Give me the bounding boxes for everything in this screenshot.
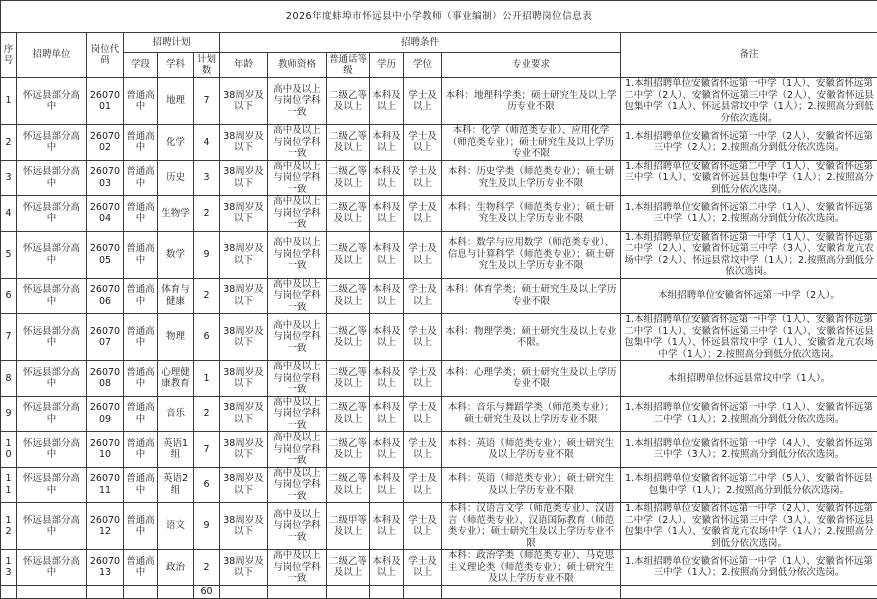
cell-age: 38周岁及以下 xyxy=(220,361,268,397)
cell-count: 2 xyxy=(194,550,220,586)
cell-degree: 学士及以上 xyxy=(404,160,442,196)
cell-subject: 物理 xyxy=(158,314,194,361)
cell-degree: 学士及以上 xyxy=(404,125,442,161)
cell-count: 1 xyxy=(194,361,220,397)
cell-seq: 5 xyxy=(1,231,17,278)
cell-qualification: 高中及以上与岗位学科一致 xyxy=(268,160,327,196)
cell-remarks: 1.本组招聘单位安徽省怀远第一中学（2人）、安徽省怀远第三中学（2人）；2.按照高分到低分依次选岗。 xyxy=(621,125,877,161)
cell-age: 38周岁及以下 xyxy=(220,196,268,232)
cell-education: 本科及以上 xyxy=(370,231,404,278)
cell-stage: 普通高中 xyxy=(124,231,158,278)
cell-unit: 怀远县部分高中 xyxy=(17,550,87,586)
cell-remarks: 1.本组招聘单位安徽省怀远第二中学（1人）、安徽省怀远第三中学（1人）；2.按照高分到低分依次选岗。 xyxy=(621,196,877,232)
header-major: 专业要求 xyxy=(442,53,621,78)
cell-code: 2607008 xyxy=(87,361,124,397)
cell-major: 本科：政治学类（师范类专业）、马克思主义理论类（师范类专业）；硕士研究生及以上学历专业不限 xyxy=(442,550,621,586)
cell-remarks: 1.本组招聘单位安徽省怀远第二中学（1人）、安徽省怀远第三中学（1人）、安徽省怀远县包集中学（1人）；2.按照高分到低分依次选岗。 xyxy=(621,160,877,196)
table-row xyxy=(1,503,877,550)
cell-mandarin: 二级乙等及以上 xyxy=(327,160,370,196)
cell-unit: 怀远县部分高中 xyxy=(17,361,87,397)
cell-subject: 生物学 xyxy=(158,196,194,232)
cell-code: 2607012 xyxy=(87,503,124,550)
cell-stage: 普通高中 xyxy=(124,503,158,550)
empty-cell xyxy=(124,585,158,598)
table-row xyxy=(1,396,877,432)
cell-count: 3 xyxy=(194,160,220,196)
cell-education: 本科及以上 xyxy=(370,432,404,468)
total-count: 60 xyxy=(194,585,220,598)
table-row xyxy=(1,467,877,503)
cell-qualification: 高中及以上与岗位学科一致 xyxy=(268,78,327,125)
cell-unit: 怀远县部分高中 xyxy=(17,396,87,432)
table-row xyxy=(1,550,877,586)
cell-seq: 6 xyxy=(1,278,17,314)
header-plan-group: 招聘计划 xyxy=(124,33,220,53)
cell-code: 2607001 xyxy=(87,78,124,125)
cell-unit: 怀远县部分高中 xyxy=(17,467,87,503)
cell-education: 本科及以上 xyxy=(370,278,404,314)
cell-seq: 12 xyxy=(1,503,17,550)
cell-stage: 普通高中 xyxy=(124,550,158,586)
header-subject: 学科 xyxy=(158,53,194,78)
cell-age: 38周岁及以下 xyxy=(220,278,268,314)
cell-unit: 怀远县部分高中 xyxy=(17,231,87,278)
cell-major: 本科：体育学类；硕士研究生及以上学历专业不限 xyxy=(442,278,621,314)
cell-count: 7 xyxy=(194,432,220,468)
header-unit: 招聘单位 xyxy=(17,33,87,78)
table-row xyxy=(1,125,877,161)
cell-qualification: 高中及以上与岗位学科一致 xyxy=(268,125,327,161)
cell-stage: 普通高中 xyxy=(124,78,158,125)
header-qualification: 教师资格 xyxy=(268,53,327,78)
cell-mandarin: 二级乙等及以上 xyxy=(327,467,370,503)
cell-remarks: 1.本组招聘单位安徽省怀远第一中学（4人）、安徽省怀远第三中学（3人）；2.按照高分到低分依次选岗。 xyxy=(621,432,877,468)
cell-major: 本科：历史学类（师范类专业）；硕士研究生及以上学历专业不限 xyxy=(442,160,621,196)
cell-count: 9 xyxy=(194,503,220,550)
header-education: 学历 xyxy=(370,53,404,78)
cell-subject: 音乐 xyxy=(158,396,194,432)
header-remarks: 备注 xyxy=(621,33,877,78)
empty-cell xyxy=(370,585,404,598)
cell-major: 本科：化学（师范类专业）、应用化学（师范类专业）；硕士研究生及以上学历专业不限 xyxy=(442,125,621,161)
cell-count: 2 xyxy=(194,396,220,432)
cell-mandarin: 二级乙等及以上 xyxy=(327,550,370,586)
cell-qualification: 高中及以上与岗位学科一致 xyxy=(268,396,327,432)
cell-education: 本科及以上 xyxy=(370,160,404,196)
cell-code: 2607013 xyxy=(87,550,124,586)
cell-subject: 数学 xyxy=(158,231,194,278)
cell-seq: 8 xyxy=(1,361,17,397)
table-row xyxy=(1,78,877,125)
cell-code: 2607006 xyxy=(87,278,124,314)
cell-age: 38周岁及以下 xyxy=(220,125,268,161)
cell-major: 本科：英语（师范类专业）；硕士研究生及以上学历专业不限 xyxy=(442,467,621,503)
cell-qualification: 高中及以上与岗位学科一致 xyxy=(268,231,327,278)
cell-mandarin: 二级乙等及以上 xyxy=(327,361,370,397)
cell-mandarin: 二级甲等及以上 xyxy=(327,503,370,550)
cell-education: 本科及以上 xyxy=(370,550,404,586)
cell-age: 38周岁及以下 xyxy=(220,314,268,361)
cell-subject: 英语1组 xyxy=(158,432,194,468)
cell-qualification: 高中及以上与岗位学科一致 xyxy=(268,503,327,550)
empty-cell xyxy=(87,585,124,598)
table-row xyxy=(1,432,877,468)
table-row xyxy=(1,231,877,278)
cell-code: 2607007 xyxy=(87,314,124,361)
cell-remarks: 本组招聘单位安徽省怀远第一中学（2人）。 xyxy=(621,278,877,314)
cell-degree: 学士及以上 xyxy=(404,278,442,314)
header-conditions-group: 招聘条件 xyxy=(220,33,621,53)
cell-remarks: 1.本组招聘单位安徽省怀远第一中学（1人）、安徽省怀远第二中学（2人）、安徽省怀远第三中学（2人）、安徽省怀远县包集中学（1人）、怀远县常坟中学（1人）；2.按照高分到低分依次选岗。 xyxy=(621,78,877,125)
cell-mandarin: 二级乙等及以上 xyxy=(327,125,370,161)
cell-code: 2607010 xyxy=(87,432,124,468)
cell-remarks: 1.本组招聘单位安徽省怀远第一中学（1人）、安徽省怀远第二中学（2人）、安徽省怀远第三中学（3人）、安徽省龙亢农场中学（2人）、怀远县常坟中学（1人）；2.按照高分到低分依次选岗。 xyxy=(621,231,877,278)
cell-mandarin: 二级乙等及以上 xyxy=(327,231,370,278)
cell-major: 本科：英语（师范类专业）；硕士研究生及以上学历专业不限 xyxy=(442,432,621,468)
header-seq: 序号 xyxy=(1,33,17,78)
cell-count: 2 xyxy=(194,196,220,232)
cell-education: 本科及以上 xyxy=(370,503,404,550)
cell-unit: 怀远县部分高中 xyxy=(17,432,87,468)
cell-age: 38周岁及以下 xyxy=(220,467,268,503)
cell-qualification: 高中及以上与岗位学科一致 xyxy=(268,467,327,503)
header-stage: 学段 xyxy=(124,53,158,78)
cell-qualification: 高中及以上与岗位学科一致 xyxy=(268,432,327,468)
cell-code: 2607009 xyxy=(87,396,124,432)
cell-age: 38周岁及以下 xyxy=(220,78,268,125)
cell-seq: 9 xyxy=(1,396,17,432)
cell-unit: 怀远县部分高中 xyxy=(17,278,87,314)
cell-remarks: 1.本组招聘单位安徽省怀远第一中学（2人）、安徽省怀远第二中学（2人）、安徽省怀远第三中学（3人）、安徽省怀远县包集中学（1人）、安徽省龙亢农场中学（1人）；2.按照高分到低分依次选岗。 xyxy=(621,503,877,550)
cell-education: 本科及以上 xyxy=(370,78,404,125)
cell-stage: 普通高中 xyxy=(124,467,158,503)
cell-seq: 3 xyxy=(1,160,17,196)
cell-code: 2607004 xyxy=(87,196,124,232)
cell-education: 本科及以上 xyxy=(370,396,404,432)
cell-degree: 学士及以上 xyxy=(404,231,442,278)
empty-cell xyxy=(220,585,268,598)
cell-mandarin: 二级乙等及以上 xyxy=(327,78,370,125)
cell-code: 2607003 xyxy=(87,160,124,196)
cell-stage: 普通高中 xyxy=(124,278,158,314)
cell-count: 7 xyxy=(194,78,220,125)
header-mandarin: 普通话等级 xyxy=(327,53,370,78)
header-degree: 学位 xyxy=(404,53,442,78)
cell-code: 2607002 xyxy=(87,125,124,161)
cell-remarks: 本组招聘单位怀远县常坟中学（1人）。 xyxy=(621,361,877,397)
cell-degree: 学士及以上 xyxy=(404,467,442,503)
cell-remarks: 1.本组招聘单位安徽省怀远第一中学（1人）、安徽省怀远第三中学（1人）；2.按照高分到低分依次选岗。 xyxy=(621,550,877,586)
cell-stage: 普通高中 xyxy=(124,314,158,361)
table-row xyxy=(1,196,877,232)
cell-degree: 学士及以上 xyxy=(404,196,442,232)
cell-subject: 政治 xyxy=(158,550,194,586)
cell-degree: 学士及以上 xyxy=(404,78,442,125)
cell-major: 本科：音乐与舞蹈学类（师范类专业）；硕士研究生及以上学历专业不限 xyxy=(442,396,621,432)
empty-cell xyxy=(442,585,621,598)
cell-stage: 普通高中 xyxy=(124,396,158,432)
table-row xyxy=(1,361,877,397)
cell-degree: 学士及以上 xyxy=(404,314,442,361)
cell-qualification: 高中及以上与岗位学科一致 xyxy=(268,196,327,232)
cell-major: 本科：汉语言文学（师范类专业）、汉语言（师范类专业）、汉语国际教育（师范类专业）；硕士研究生及以上学历专业不限 xyxy=(442,503,621,550)
page-title: 2026年度蚌埠市怀远县中小学教师（事业编制）公开招聘岗位信息表 xyxy=(1,1,877,33)
cell-unit: 怀远县部分高中 xyxy=(17,125,87,161)
cell-qualification: 高中及以上与岗位学科一致 xyxy=(268,550,327,586)
empty-cell xyxy=(621,585,877,598)
cell-subject: 历史 xyxy=(158,160,194,196)
cell-mandarin: 二级乙等及以上 xyxy=(327,196,370,232)
cell-seq: 1 xyxy=(1,78,17,125)
cell-unit: 怀远县部分高中 xyxy=(17,196,87,232)
cell-subject: 化学 xyxy=(158,125,194,161)
cell-age: 38周岁及以下 xyxy=(220,231,268,278)
cell-seq: 11 xyxy=(1,467,17,503)
cell-stage: 普通高中 xyxy=(124,196,158,232)
cell-major: 本科：心理学类；硕士研究生及以上学历专业不限 xyxy=(442,361,621,397)
cell-unit: 怀远县部分高中 xyxy=(17,160,87,196)
cell-unit: 怀远县部分高中 xyxy=(17,314,87,361)
header-age: 年龄 xyxy=(220,53,268,78)
cell-mandarin: 二级乙等及以上 xyxy=(327,314,370,361)
header-count: 计划数 xyxy=(194,53,220,78)
empty-cell xyxy=(404,585,442,598)
cell-major: 本科：物理学类；硕士研究生及以上专业不限。 xyxy=(442,314,621,361)
empty-cell xyxy=(1,585,17,598)
header-code: 岗位代码 xyxy=(87,33,124,78)
cell-seq: 4 xyxy=(1,196,17,232)
cell-degree: 学士及以上 xyxy=(404,503,442,550)
cell-age: 38周岁及以下 xyxy=(220,550,268,586)
cell-seq: 10 xyxy=(1,432,17,468)
cell-education: 本科及以上 xyxy=(370,361,404,397)
cell-subject: 语文 xyxy=(158,503,194,550)
cell-qualification: 高中及以上与岗位学科一致 xyxy=(268,278,327,314)
cell-unit: 怀远县部分高中 xyxy=(17,503,87,550)
cell-count: 9 xyxy=(194,231,220,278)
cell-count: 2 xyxy=(194,278,220,314)
empty-cell xyxy=(327,585,370,598)
cell-subject: 英语2组 xyxy=(158,467,194,503)
cell-subject: 体育与健康 xyxy=(158,278,194,314)
cell-seq: 13 xyxy=(1,550,17,586)
cell-stage: 普通高中 xyxy=(124,361,158,397)
empty-cell xyxy=(268,585,327,598)
cell-age: 38周岁及以下 xyxy=(220,160,268,196)
empty-cell xyxy=(158,585,194,598)
cell-age: 38周岁及以下 xyxy=(220,396,268,432)
cell-count: 6 xyxy=(194,314,220,361)
cell-count: 4 xyxy=(194,125,220,161)
cell-degree: 学士及以上 xyxy=(404,396,442,432)
cell-mandarin: 二级乙等及以上 xyxy=(327,432,370,468)
table-row xyxy=(1,278,877,314)
cell-stage: 普通高中 xyxy=(124,160,158,196)
table-row xyxy=(1,314,877,361)
cell-degree: 学士及以上 xyxy=(404,550,442,586)
cell-major: 本科：数学与应用数学（师范类专业）、信息与计算科学（师范类专业）；硕士研究生及以上学历专业不限 xyxy=(442,231,621,278)
cell-major: 本科：生物科学（师范类专业）；硕士研究生及以上学历专业不限 xyxy=(442,196,621,232)
cell-stage: 普通高中 xyxy=(124,432,158,468)
cell-subject: 地理 xyxy=(158,78,194,125)
cell-qualification: 高中及以上与岗位学科一致 xyxy=(268,314,327,361)
cell-age: 38周岁及以下 xyxy=(220,432,268,468)
cell-code: 2607011 xyxy=(87,467,124,503)
cell-mandarin: 二级乙等及以上 xyxy=(327,278,370,314)
cell-seq: 7 xyxy=(1,314,17,361)
total-row xyxy=(1,585,877,598)
cell-mandarin: 二级乙等及以上 xyxy=(327,396,370,432)
cell-subject: 心理健康教育 xyxy=(158,361,194,397)
table-row xyxy=(1,160,877,196)
cell-remarks: 1.本组招聘单位安徽省怀远第一中学（1人）、安徽省怀远第二中学（1人）、安徽省怀远第三中学（1人）、安徽省怀远县包集中学（1人）、怀远县常坟中学（1人）、安徽省龙亢农场中学（1人）；2.按照高分到低分依次选岗。 xyxy=(621,314,877,361)
cell-degree: 学士及以上 xyxy=(404,361,442,397)
cell-remarks: 1.本组招聘单位安徽省怀远第二中学（5人）、安徽省怀远县包集中学（1人）；2.按照高分到低分依次选岗。 xyxy=(621,467,877,503)
cell-degree: 学士及以上 xyxy=(404,432,442,468)
cell-stage: 普通高中 xyxy=(124,125,158,161)
cell-education: 本科及以上 xyxy=(370,196,404,232)
cell-seq: 2 xyxy=(1,125,17,161)
cell-count: 6 xyxy=(194,467,220,503)
cell-education: 本科及以上 xyxy=(370,125,404,161)
cell-unit: 怀远县部分高中 xyxy=(17,78,87,125)
cell-qualification: 高中及以上与岗位学科一致 xyxy=(268,361,327,397)
cell-major: 本科：地理科学类；硕士研究生及以上学历专业不限 xyxy=(442,78,621,125)
cell-remarks: 1.本组招聘单位安徽省怀远第一中学（1人）、安徽省怀远第二中学（1人）；2.按照高分到低分依次选岗。 xyxy=(621,396,877,432)
empty-cell xyxy=(17,585,87,598)
cell-age: 38周岁及以下 xyxy=(220,503,268,550)
cell-education: 本科及以上 xyxy=(370,467,404,503)
cell-education: 本科及以上 xyxy=(370,314,404,361)
cell-code: 2607005 xyxy=(87,231,124,278)
